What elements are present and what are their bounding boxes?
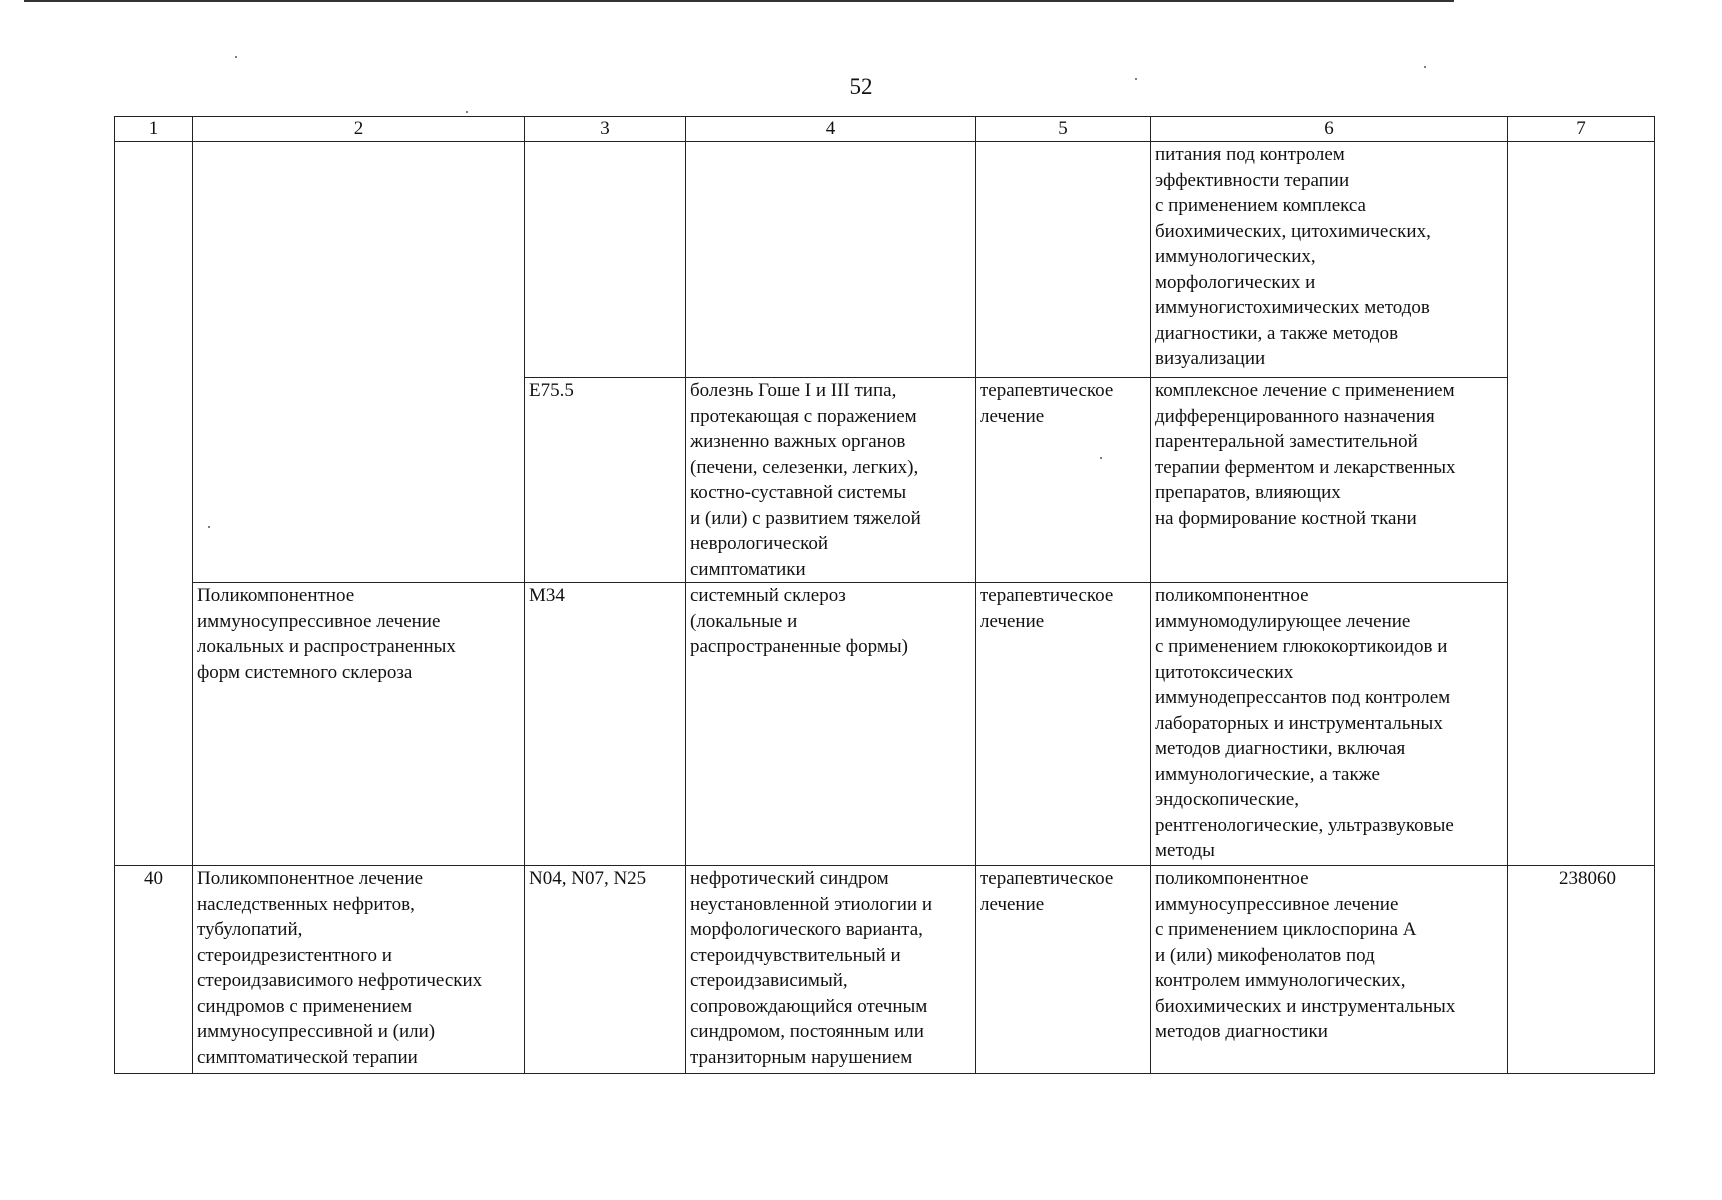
medical-services-table bbox=[114, 116, 1655, 1074]
table-row bbox=[115, 583, 1655, 866]
cost-cell: 238060 bbox=[1508, 866, 1655, 1074]
service-name-cell: Поликомпонентное лечение наследственных нефритов, тубулопатий, стероидрезистентного и стероидзависимого нефротических синдромов с применением иммуносупрессивной и (или) симптоматической терапии bbox=[193, 866, 525, 1074]
treatment-type-cell: терапевтическое лечение bbox=[976, 866, 1151, 1074]
patient-model-cell: нефротический синдром неустановленной этиологии и морфологического варианта, стероидчувствительный и стероидзависимый, сопровождающийся отечным синдромом, постоянным или транзиторным нарушением bbox=[686, 866, 976, 1074]
scan-speck bbox=[1424, 66, 1426, 68]
row-number-cell: 40 bbox=[115, 866, 193, 1074]
service-name-cell: Поликомпонентное иммуносупрессивное лечение локальных и распространенных форм системного склероза bbox=[193, 583, 525, 866]
column-header: 6 bbox=[1151, 117, 1508, 142]
page-number: 52 bbox=[849, 74, 873, 99]
treatment-method-cell: поликомпонентное иммуносупрессивное лечение с применением циклоспорина А и (или) микофенолатов под контролем иммунологических, биохимических и инструментальных методов диагностики bbox=[1151, 866, 1508, 1074]
top-rule bbox=[24, 0, 1454, 2]
cost-cell bbox=[1508, 142, 1655, 866]
table-row bbox=[115, 142, 1655, 378]
column-header: 7 bbox=[1508, 117, 1655, 142]
column-header: 4 bbox=[686, 117, 976, 142]
column-header: 1 bbox=[115, 117, 193, 142]
column-header: 2 bbox=[193, 117, 525, 142]
icd-code-cell: E75.5 bbox=[525, 378, 686, 583]
patient-model-cell: системный склероз (локальные и распространенные формы) bbox=[686, 583, 976, 866]
column-header: 3 bbox=[525, 117, 686, 142]
icd-code-cell bbox=[525, 142, 686, 378]
icd-code-cell: N04, N07, N25 bbox=[525, 866, 686, 1074]
treatment-type-cell bbox=[976, 142, 1151, 378]
service-name-cell bbox=[193, 142, 525, 583]
column-number-row bbox=[115, 117, 1655, 142]
patient-model-cell bbox=[686, 142, 976, 378]
treatment-method-cell: комплексное лечение с применением дифференцированного назначения парентеральной заместительной терапии ферментом и лекарственных препаратов, влияющих на формирование костной ткани bbox=[1151, 378, 1508, 583]
treatment-type-cell: терапевтическое лечение bbox=[976, 583, 1151, 866]
table-row bbox=[115, 866, 1655, 1074]
scan-speck bbox=[1135, 78, 1137, 80]
treatment-method-cell: питания под контролем эффективности терапии с применением комплекса биохимических, цитохимических, иммунологических, морфологических и иммуногистохимических методов диагностики, а также методов визуализации bbox=[1151, 142, 1508, 378]
row-number-cell bbox=[115, 142, 193, 866]
treatment-type-cell: терапевтическое лечение bbox=[976, 378, 1151, 583]
column-header: 5 bbox=[976, 117, 1151, 142]
scan-speck bbox=[466, 111, 468, 113]
patient-model-cell: болезнь Гоше I и III типа, протекающая с поражением жизненно важных органов (печени, селезенки, легких), костно-суставной системы и (или) с развитием тяжелой неврологической симптоматики bbox=[686, 378, 976, 583]
scan-speck bbox=[235, 56, 237, 58]
icd-code-cell: M34 bbox=[525, 583, 686, 866]
treatment-method-cell: поликомпонентное иммуномодулирующее лечение с применением глюкокортикоидов и цитотоксических иммунодепрессантов под контролем лабораторных и инструментальных методов диагностики, включая иммунологические, а также эндоскопические, рентгенологические, ультразвуковые методы bbox=[1151, 583, 1508, 866]
